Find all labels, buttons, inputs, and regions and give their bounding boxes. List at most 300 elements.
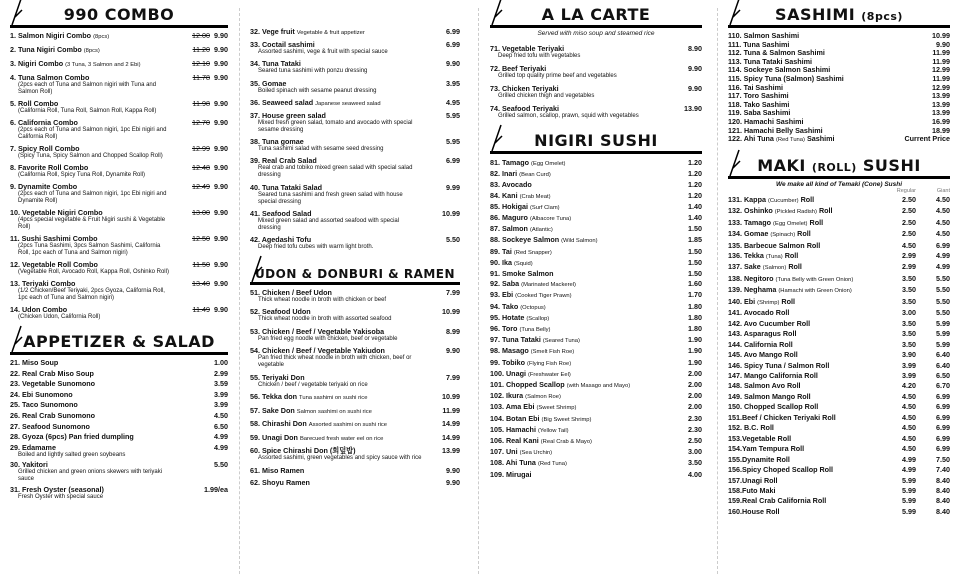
- giant-price: 5.50: [936, 296, 950, 306]
- item-price: 9.90: [936, 39, 950, 49]
- item-price: 10.99: [442, 307, 460, 317]
- item-price: 1.70: [688, 290, 702, 300]
- item-title: 159.Real Crab California Roll: [728, 496, 827, 506]
- item-price: 1.90: [688, 357, 702, 367]
- item-tail: Roll: [809, 217, 824, 227]
- item-price: 1.00: [214, 358, 228, 367]
- item-title: 85. Hokigai: [490, 201, 528, 211]
- nigiri-item: [490, 346, 702, 357]
- combo-item: [10, 209, 228, 231]
- item-price: 4.50: [214, 410, 228, 420]
- item-name: 6. California Combo: [10, 118, 78, 127]
- item-price: [193, 261, 228, 269]
- item-name: [728, 92, 900, 101]
- item-name: 8. Favorite Roll Combo: [10, 163, 89, 172]
- item-name: 52. Seafood Udon: [250, 307, 311, 317]
- item-name: [490, 436, 652, 447]
- item-price: 1.80: [688, 312, 702, 322]
- item-price: 9.90: [688, 64, 702, 73]
- item-name: [728, 75, 900, 84]
- new-price: 9.90: [214, 163, 228, 172]
- combo-item: [10, 280, 228, 302]
- column-alacarte-nigiri: [490, 0, 702, 480]
- combo-item: [10, 306, 228, 321]
- regular-price: 2.50: [902, 229, 916, 239]
- nigiri-item: [490, 213, 702, 224]
- item-name: [728, 455, 882, 465]
- maki-item: [728, 392, 950, 402]
- old-price: 12.50: [192, 234, 210, 243]
- item-title: 157.Unagi Roll: [728, 475, 778, 485]
- combo-title: 990 COMBO: [63, 5, 175, 24]
- new-price: 9.90: [214, 31, 228, 40]
- item-desc: Chicken / beef / vegetable teriyaki on rice: [258, 381, 368, 388]
- giant-price: 7.50: [936, 454, 950, 464]
- appetizer-item: [10, 401, 228, 409]
- alacarte-item: [490, 65, 702, 80]
- nigiri-item: [490, 169, 702, 180]
- item-price: 11.99: [442, 405, 460, 415]
- item-title: 108. Ahi Tuna: [490, 458, 536, 468]
- item-tail: Roll: [800, 194, 815, 204]
- item-name: [490, 335, 652, 346]
- combo-item: [10, 74, 228, 96]
- udon-list: [250, 289, 460, 488]
- item-price: 10.99: [932, 31, 950, 40]
- item-desc: Assorted sashimi, vege & fruit with special sauce: [258, 49, 388, 56]
- giant-price: 6.70: [936, 381, 950, 391]
- maki-item: [728, 423, 950, 433]
- item-title: 154.Yam Tempura Roll: [728, 444, 805, 454]
- item-price: 16.99: [932, 116, 950, 126]
- combo-item: [10, 235, 228, 257]
- item-desc: Deep fried tofu cubes with warm light broth.: [258, 243, 374, 250]
- item-price: [192, 60, 228, 68]
- item-name: [728, 371, 882, 381]
- udon-item: [250, 347, 460, 369]
- item-name: [728, 381, 882, 391]
- new-price: 9.90: [214, 234, 228, 243]
- item-price: [193, 74, 228, 82]
- item-name: [728, 465, 882, 475]
- item-sub: (Hamachi with Green Onion): [778, 288, 852, 295]
- item-note: (8pcs): [83, 48, 100, 54]
- regular-label: Regular: [896, 187, 916, 194]
- item-name: [490, 279, 652, 290]
- regular-price: 4.50: [902, 433, 916, 443]
- giant-price: 8.40: [936, 506, 950, 516]
- item-price: 4.99: [214, 442, 228, 452]
- item-price: 13.99: [932, 91, 950, 101]
- item-title: 100. Unagi: [490, 368, 526, 378]
- appetizer-item: [10, 380, 228, 388]
- sashimi-item: [728, 49, 950, 58]
- item-price: 18.99: [932, 125, 950, 135]
- regular-price: 3.50: [902, 296, 916, 306]
- item-price: 9.90: [446, 465, 460, 475]
- item-price: 2.00: [688, 380, 702, 390]
- item-title: 98. Masago: [490, 346, 529, 356]
- giant-price: 4.50: [936, 206, 950, 216]
- item-sub: (Big Sweet Shrimp): [541, 416, 592, 423]
- appetizer-list-left: [10, 359, 228, 501]
- udon-item: [250, 308, 460, 323]
- item-desc: Assorted sashimi, green vegetables and spicy sauce with rice: [258, 455, 422, 462]
- regular-price: 4.50: [902, 412, 916, 422]
- item-price: 9.99: [446, 182, 460, 192]
- item-price: 1.99/ea: [204, 484, 228, 494]
- item-title: 86. Maguro: [490, 213, 528, 223]
- appetizer-item: [250, 157, 460, 179]
- item-name: [728, 297, 882, 308]
- sashimi-title: SASHIMI (8pcs): [775, 5, 903, 24]
- udon-item: [250, 407, 460, 416]
- item-price: 11.99: [932, 56, 950, 66]
- item-price: 5.50: [214, 460, 228, 470]
- item-price: 2.00: [688, 391, 702, 401]
- item-price: 13.99: [932, 108, 950, 118]
- item-sub: (Crab Meat): [519, 193, 551, 200]
- appetizer-item: [10, 433, 228, 441]
- nigiri-item: [490, 470, 702, 480]
- old-price: 12.10: [192, 59, 210, 68]
- item-sub: (Tuna Belly): [519, 327, 551, 334]
- item-name: [490, 169, 652, 180]
- giant-price: 8.40: [936, 475, 950, 485]
- new-price: 9.90: [214, 208, 228, 217]
- item-tail: Roll: [818, 206, 833, 216]
- maki-item: [728, 361, 950, 371]
- item-name: [728, 434, 882, 444]
- item-name: 51. Chicken / Beef Udon: [250, 287, 332, 297]
- item-price: 9.90: [688, 84, 702, 93]
- item-sub: (Pickled Radish): [774, 209, 817, 216]
- item-title: 91. Smoke Salmon: [490, 269, 554, 279]
- old-price: 12.99: [192, 144, 210, 153]
- item-desc: Seared tuna sashimi with ponzu dressing: [258, 68, 368, 75]
- item-name: 40. Tuna Tataki Salad: [250, 182, 323, 192]
- item-name: [728, 413, 882, 423]
- item-price: [192, 119, 228, 127]
- item-title: 138. Negitoro: [728, 273, 774, 283]
- appetizer-item: [250, 41, 460, 56]
- maki-item: [728, 319, 950, 329]
- item-title: 122. Ahi Tuna: [728, 135, 774, 144]
- item-sub: (Atlantic): [529, 227, 553, 234]
- item-title: 119. Saba Sashimi: [728, 109, 791, 118]
- item-title: 133. Tamago: [728, 217, 772, 227]
- item-title: 113. Tuna Tataki Sashimi: [728, 57, 813, 66]
- item-desc: (4pcs special vegetable & Fruit Nigiri sushi & Vegetable Roll): [18, 217, 166, 230]
- maki-item: [728, 371, 950, 381]
- new-price: 9.90: [214, 59, 228, 68]
- alacarte-title: A LA CARTE: [541, 5, 651, 24]
- item-price: 11.99: [932, 73, 950, 83]
- item-sub: (Sweet Shrimp): [536, 405, 577, 412]
- alacarte-header: [490, 0, 702, 28]
- item-price: [192, 145, 228, 153]
- item-name: 61. Miso Ramen: [250, 465, 305, 475]
- item-sub: Vegetable & fruit appetizer: [296, 30, 365, 36]
- alacarte-item: [490, 85, 702, 100]
- item-price: 2.99: [214, 368, 228, 378]
- regular-price: 5.99: [902, 506, 916, 516]
- brush-icon: [728, 148, 742, 178]
- giant-price: 5.50: [936, 308, 950, 318]
- item-name: 53. Chicken / Beef / Vegetable Yakisoba: [250, 326, 385, 336]
- maki-item: [728, 262, 950, 273]
- old-price: 12.49: [192, 182, 210, 191]
- sashimi-item: [728, 66, 950, 75]
- item-tail: Roll: [781, 296, 795, 306]
- appetizer-item: [250, 60, 460, 75]
- item-sub: (Flying Fish Roe): [527, 360, 572, 367]
- column-combo-appetizer: [10, 0, 228, 504]
- item-name: [728, 392, 882, 402]
- combo-item: [10, 100, 228, 115]
- item-title: 121. Hamachi Belly Sashimi: [728, 126, 823, 135]
- new-price: 9.90: [214, 305, 228, 314]
- item-title: 137. Sake: [728, 262, 761, 272]
- item-name: [728, 308, 882, 318]
- item-name: [728, 241, 882, 251]
- udon-header: [250, 257, 460, 285]
- combo-list: [10, 32, 228, 321]
- item-note: (8pcs): [93, 34, 110, 40]
- item-price: 3.99: [214, 389, 228, 399]
- nigiri-item: [490, 402, 702, 413]
- item-price: 1.90: [688, 346, 702, 356]
- giant-price: 5.99: [936, 318, 950, 328]
- item-desc: Mixed fresh green salad, tomato and avocado with special sesame dressing: [258, 119, 413, 133]
- item-price: 6.99: [446, 40, 460, 50]
- item-price: 1.60: [688, 279, 702, 289]
- maki-item: [728, 340, 950, 350]
- item-name: [728, 206, 882, 217]
- item-price: 1.20: [688, 169, 702, 179]
- item-title: 89. Tai: [490, 246, 512, 256]
- item-name: [728, 496, 882, 506]
- giant-price: 6.50: [936, 370, 950, 380]
- item-name: [490, 313, 652, 324]
- item-price: [192, 209, 228, 217]
- item-price: 2.00: [688, 368, 702, 378]
- nigiri-header: [490, 126, 702, 154]
- appetizer-item: [250, 112, 460, 134]
- item-name: [728, 118, 900, 127]
- combo-item: [10, 261, 228, 276]
- item-name: [490, 458, 652, 469]
- item-desc: Thick wheat noodle in broth with chicken or beef: [258, 296, 387, 303]
- item-name: 21. Miso Soup: [10, 358, 59, 367]
- item-price: 5.95: [446, 110, 460, 120]
- regular-price: 3.90: [902, 350, 916, 360]
- item-price: 2.00: [688, 402, 702, 412]
- udon-item: [250, 479, 460, 487]
- item-title: 141. Avocado Roll: [728, 308, 790, 318]
- item-price: 1.20: [688, 180, 702, 190]
- item-price: [192, 183, 228, 191]
- nigiri-item: [490, 324, 702, 335]
- appetizer-item: [10, 359, 228, 367]
- item-title: 152. B.C. Roll: [728, 423, 774, 433]
- sashimi-item: [728, 109, 950, 118]
- item-title: 90. Ika: [490, 257, 512, 267]
- alacarte-item: [490, 105, 702, 120]
- nigiri-item: [490, 224, 702, 235]
- appetizer-item: [10, 423, 228, 431]
- item-sub: Tuna sashimi on sushi rice: [299, 395, 368, 402]
- item-name: [728, 49, 900, 58]
- item-name: [490, 191, 652, 202]
- nigiri-item: [490, 235, 702, 246]
- item-price: 3.99: [214, 400, 228, 410]
- item-price: 1.50: [688, 224, 702, 234]
- giant-price: 6.99: [936, 412, 950, 422]
- nigiri-item: [490, 202, 702, 213]
- item-price: 1.90: [688, 335, 702, 345]
- item-sub: Assorted sashimi on sushi rice: [308, 422, 388, 429]
- appetizer-item: [10, 461, 228, 483]
- alacarte-subtitle: Served with miso soup and steamed rice: [537, 30, 655, 37]
- item-title: 148. Salmon Avo Roll: [728, 381, 801, 391]
- item-price: 14.99: [442, 419, 460, 429]
- item-price: Current Price: [904, 134, 950, 144]
- item-sub: (Tuna Belly with Green Onion): [775, 276, 854, 283]
- item-sub: (Real Crab & Mayo): [540, 439, 592, 446]
- item-price: 10.99: [442, 208, 460, 218]
- sashimi-item: [728, 135, 950, 145]
- item-sub: (Wild Salmon): [561, 238, 598, 245]
- item-price: 8.99: [446, 326, 460, 336]
- item-title: 83. Avocado: [490, 180, 532, 190]
- item-price: 7.99: [446, 287, 460, 297]
- nigiri-item: [490, 191, 702, 202]
- maki-item: [728, 195, 950, 206]
- maki-item: [728, 297, 950, 308]
- item-title: 93. Ebi: [490, 290, 514, 300]
- item-title: 106. Real Kani: [490, 436, 539, 446]
- item-name: [728, 274, 882, 285]
- item-name: [490, 358, 652, 369]
- item-price: 4.00: [688, 469, 702, 479]
- item-name: 34. Tuna Tataki: [250, 59, 301, 69]
- item-desc: Boiled and lightly salted green soybeans: [18, 451, 126, 458]
- new-price: 9.90: [214, 99, 228, 108]
- item-title-end: Sashimi: [806, 135, 835, 144]
- item-name: [728, 195, 882, 206]
- item-tail: Roll: [784, 250, 799, 260]
- brush-icon: [10, 0, 24, 27]
- item-title: 146. Spicy Tuna / Salmon Roll: [728, 360, 830, 370]
- item-name: [728, 423, 882, 433]
- nigiri-item: [490, 369, 702, 380]
- item-name: [490, 380, 652, 391]
- item-name: 12. Vegetable Roll Combo: [10, 260, 98, 269]
- item-sub: (Salmon Roe): [525, 394, 561, 401]
- item-name: 29. Edamame: [10, 442, 56, 452]
- item-sub: (Squid): [513, 260, 533, 267]
- item-sub: (Cucumber): [767, 197, 799, 204]
- item-desc: (Spicy Tuna, Spicy Salmon and Chopped Scallop Roll): [18, 153, 163, 159]
- giant-price: 4.50: [936, 217, 950, 227]
- maki-item: [728, 329, 950, 339]
- regular-price: 5.99: [902, 475, 916, 485]
- item-desc: Real crab and tobiko mixed green salad with special salad dressing: [258, 165, 413, 179]
- item-name: [490, 414, 652, 425]
- item-title: 115. Spicy Tuna (Salmon) Sashimi: [728, 74, 844, 83]
- item-title: 134. Gomae: [728, 229, 769, 239]
- item-name: [490, 369, 652, 380]
- sashimi-item: [728, 118, 950, 127]
- item-price: 5.50: [446, 234, 460, 244]
- giant-price: 6.99: [936, 240, 950, 250]
- item-price: 2.30: [688, 413, 702, 423]
- item-name: [490, 447, 652, 458]
- regular-price: 3.50: [902, 318, 916, 328]
- item-price: 8.90: [688, 44, 702, 53]
- item-name: 72. Beef Teriyaki: [490, 64, 547, 73]
- item-desc: (California Roll, Tuna Roll, Salmon Roll, Kappa Roll): [18, 108, 157, 114]
- item-title: 136. Tekka: [728, 250, 764, 260]
- item-price: 10.99: [442, 392, 460, 402]
- item-desc: Mixed green salad and assorted seafood with special dressing: [258, 217, 400, 231]
- giant-price: 6.99: [936, 391, 950, 401]
- giant-price: 6.40: [936, 350, 950, 360]
- item-price: 1.40: [688, 213, 702, 223]
- old-price: 11.98: [192, 99, 210, 108]
- udon-item: [250, 289, 460, 304]
- item-name: 4. Tuna Salmon Combo: [10, 73, 90, 82]
- brush-icon: [728, 0, 742, 27]
- item-sub: (Red Tuna): [537, 461, 567, 468]
- sashimi-item: [728, 75, 950, 84]
- item-price: 9.90: [446, 346, 460, 356]
- new-price: 9.90: [214, 45, 228, 54]
- maki-item: [728, 285, 950, 296]
- item-title: 160.House Roll: [728, 506, 780, 516]
- item-name: [490, 346, 652, 357]
- item-title: 92. Saba: [490, 279, 520, 289]
- item-name: 74. Seafood Teriyaki: [490, 104, 559, 113]
- item-price: [192, 235, 228, 243]
- item-title: 143. Asparagus Roll: [728, 329, 797, 339]
- item-title: 87. Salmon: [490, 224, 528, 234]
- maki-item: [728, 381, 950, 391]
- giant-price: 6.40: [936, 360, 950, 370]
- giant-price: 7.40: [936, 465, 950, 475]
- combo-item: [10, 183, 228, 205]
- item-desc: Pan fried thick wheat noodle in broth with chicken, beef or vegetable: [258, 355, 412, 369]
- item-title: 118. Tako Sashimi: [728, 100, 790, 109]
- item-price: 6.99: [446, 156, 460, 166]
- regular-price: 3.50: [902, 329, 916, 339]
- maki-item: [728, 350, 950, 360]
- item-title: 99. Tobiko: [490, 357, 526, 367]
- item-price: 1.80: [688, 301, 702, 311]
- item-sub: (Shrimp): [757, 299, 780, 306]
- item-sub: (Red Snapper): [513, 249, 552, 256]
- maki-item: [728, 413, 950, 423]
- item-sub: (Yellow Tail): [537, 427, 569, 434]
- item-price: 1.20: [688, 158, 702, 167]
- item-title: 145. Avo Mango Roll: [728, 350, 798, 360]
- item-name: [728, 58, 900, 67]
- nigiri-item: [490, 425, 702, 436]
- item-name: [728, 507, 882, 517]
- item-desc: Grilled top quality prime beef and vegetables: [498, 73, 617, 79]
- maki-item: [728, 507, 950, 517]
